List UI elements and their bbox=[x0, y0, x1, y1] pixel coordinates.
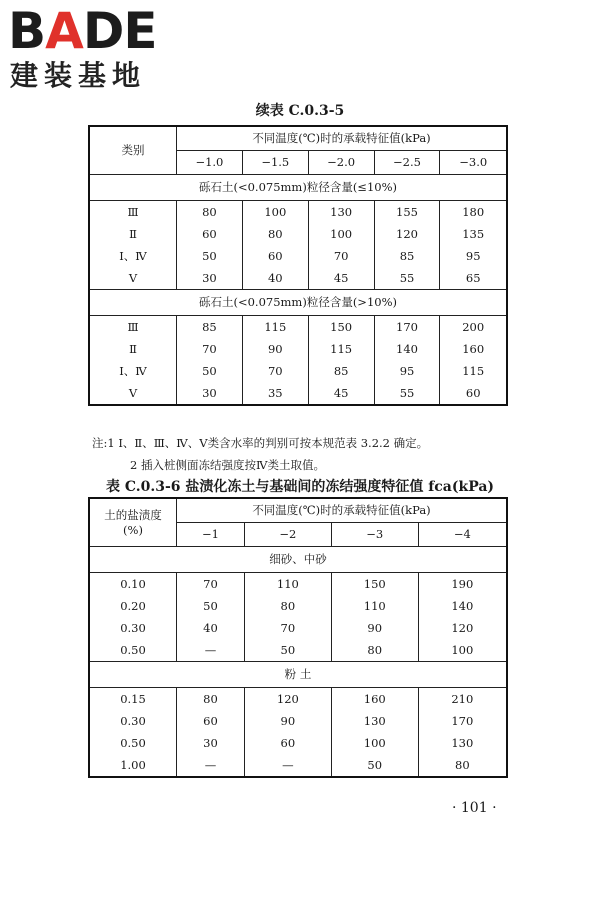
table2-value-col: 190 140 120 100 bbox=[418, 572, 507, 661]
table1-header-group: 不同温度(℃)时的承载特征值(kPa) bbox=[177, 126, 508, 150]
table2-row-labels: 0.10 0.20 0.30 0.50 bbox=[89, 572, 177, 661]
table1-value-col: 150 115 85 45 bbox=[308, 315, 374, 405]
table2-section-title: 粉 土 bbox=[89, 661, 507, 687]
table2-value-col: 80 60 30 — bbox=[177, 687, 245, 777]
table1-value-col: 180 135 95 65 bbox=[440, 200, 507, 289]
table1-value-col: 115 90 70 35 bbox=[242, 315, 308, 405]
table2 bbox=[88, 497, 508, 778]
table1-value-col: 200 160 115 60 bbox=[440, 315, 507, 405]
table2-temp: −2 bbox=[244, 522, 331, 546]
table2-temp: −4 bbox=[418, 522, 507, 546]
table2-header-salinity: 土的盐渍度 (%) bbox=[89, 498, 177, 546]
table2-temp: −3 bbox=[331, 522, 418, 546]
table2-value-col: 150 110 90 80 bbox=[331, 572, 418, 661]
table1-temp: −2.5 bbox=[374, 150, 440, 174]
table2-section-title: 细砂、中砂 bbox=[89, 546, 507, 572]
table2-row-labels: 0.15 0.30 0.50 1.00 bbox=[89, 687, 177, 777]
table2-value-col: 110 80 70 50 bbox=[244, 572, 331, 661]
table1-temp: −2.0 bbox=[308, 150, 374, 174]
table1-value-col: 100 80 60 40 bbox=[242, 200, 308, 289]
table1-temp: −1.0 bbox=[177, 150, 243, 174]
table1-value-col: 170 140 95 55 bbox=[374, 315, 440, 405]
table2-value-col: 160 130 100 50 bbox=[331, 687, 418, 777]
table1 bbox=[88, 125, 508, 406]
table2-value-col: 120 90 60 — bbox=[244, 687, 331, 777]
table2-value-col: 70 50 40 — bbox=[177, 572, 245, 661]
table2-value-col: 210 170 130 80 bbox=[418, 687, 507, 777]
table2-header-group: 不同温度(℃)时的承载特征值(kPa) bbox=[177, 498, 508, 522]
logo-wordmark: BADE bbox=[8, 2, 157, 60]
logo bbox=[8, 4, 183, 96]
note-2: 2 插入桩侧面冻结强度按Ⅳ类土取值。 bbox=[130, 458, 325, 472]
table1-temp: −1.5 bbox=[242, 150, 308, 174]
table2-caption: 表 C.0.3-6 盐渍化冻土与基础间的冻结强度特征值 fca(kPa) bbox=[105, 479, 495, 495]
table1-value-col: 155 120 85 55 bbox=[374, 200, 440, 289]
table1-row-labels: Ⅲ Ⅱ Ⅰ、Ⅳ Ⅴ bbox=[89, 200, 177, 289]
table1-caption: 续表 C.0.3-5 bbox=[255, 103, 345, 119]
table1-row-labels: Ⅲ Ⅱ Ⅰ、Ⅳ Ⅴ bbox=[89, 315, 177, 405]
table1-value-col: 130 100 70 45 bbox=[308, 200, 374, 289]
table1-section-title: 砾石土(<0.075mm)粒径含量(≤10%) bbox=[89, 174, 507, 200]
table1-header-category: 类别 bbox=[89, 126, 177, 174]
note-1: 注:1 Ⅰ、Ⅱ、Ⅲ、Ⅳ、Ⅴ类含水率的判别可按本规范表 3.2.2 确定。 bbox=[92, 436, 429, 450]
table1-temp: −3.0 bbox=[440, 150, 507, 174]
table1-value-col: 80 60 50 30 bbox=[177, 200, 243, 289]
logo-subtitle: 建装基地 bbox=[10, 59, 147, 92]
page-number: · 101 · bbox=[452, 800, 497, 816]
table1-section-title: 砾石土(<0.075mm)粒径含量(>10%) bbox=[89, 289, 507, 315]
table2-temp: −1 bbox=[177, 522, 245, 546]
table1-value-col: 85 70 50 30 bbox=[177, 315, 243, 405]
table-notes bbox=[92, 432, 428, 476]
